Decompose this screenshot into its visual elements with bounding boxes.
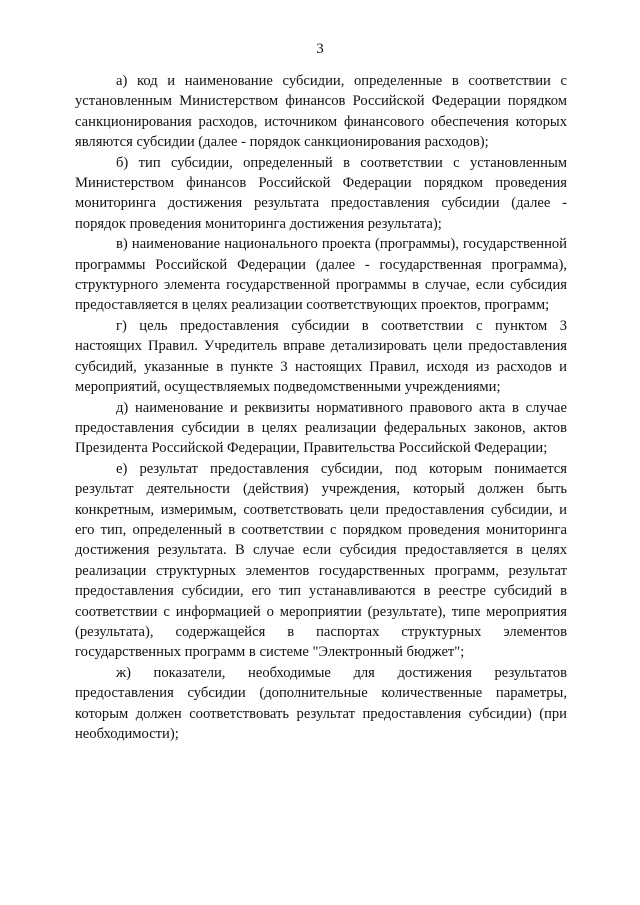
paragraph-item-a: а) код и наименование субсидии, определенные в соответствии с установленным Министерством финансов Российской Федерации порядком санкционирования расходов, источником финансового обеспечения которых являются субсидии (далее - порядок санкционирования расходов); [75,73,567,151]
document-body [75,71,567,744]
paragraph-item-v: в) наименование национального проекта (программы), государственной программы Российской Федерации (далее - государственная программа), структурного элемента государственной программы в случае, если субсидия предоставляется в целях реализации соответствующих проектов, программ; [75,236,567,314]
paragraph-item-zh: ж) показатели, необходимые для достижения результатов предоставления субсидии (дополнительные количественные параметры, которым должен соответствовать результат предоставления субсидии) (при необходимости); [75,664,567,742]
paragraph-item-b: б) тип субсидии, определенный в соответствии с установленным Министерством финансов Российской Федерации порядком проведения мониторинга достижения результата предоставления субсидии (далее - порядок проведения мониторинга достижения результата); [75,154,567,232]
paragraph-item-d: д) наименование и реквизиты нормативного правового акта в случае предоставления субсидии в целях реализации федеральных законов, актов Президента Российской Федерации, Правительства Российской Федерации; [75,399,567,457]
paragraph-item-e: е) результат предоставления субсидии, под которым понимается результат деятельности (действия) учреждения, который должен быть конкретным, измеримым, соответствовать цели предоставления субсидии, и его тип, определенный в соответствии с порядком проведения мониторинга достижения результата. В случае если субсидия предоставляется в целях реализации структурных элементов государственных программ, результат предоставления субсидии, его тип устанавливаются в реестре субсидий в соответствии с информацией о мероприятии (результате), типе мероприятия (результата), содержащейся в паспортах структурных элементов государственных программ в системе "Электронный бюджет"; [75,460,567,661]
page-number: 3 [316,41,324,57]
paragraph-item-g: г) цель предоставления субсидии в соответствии с пунктом 3 настоящих Правил. Учредитель вправе детализировать цели предоставления субсидий, указанные в пункте 3 настоящих Правил, исходя из расходов и мероприятий, осуществляемых подведомственными учреждениями; [75,317,567,396]
